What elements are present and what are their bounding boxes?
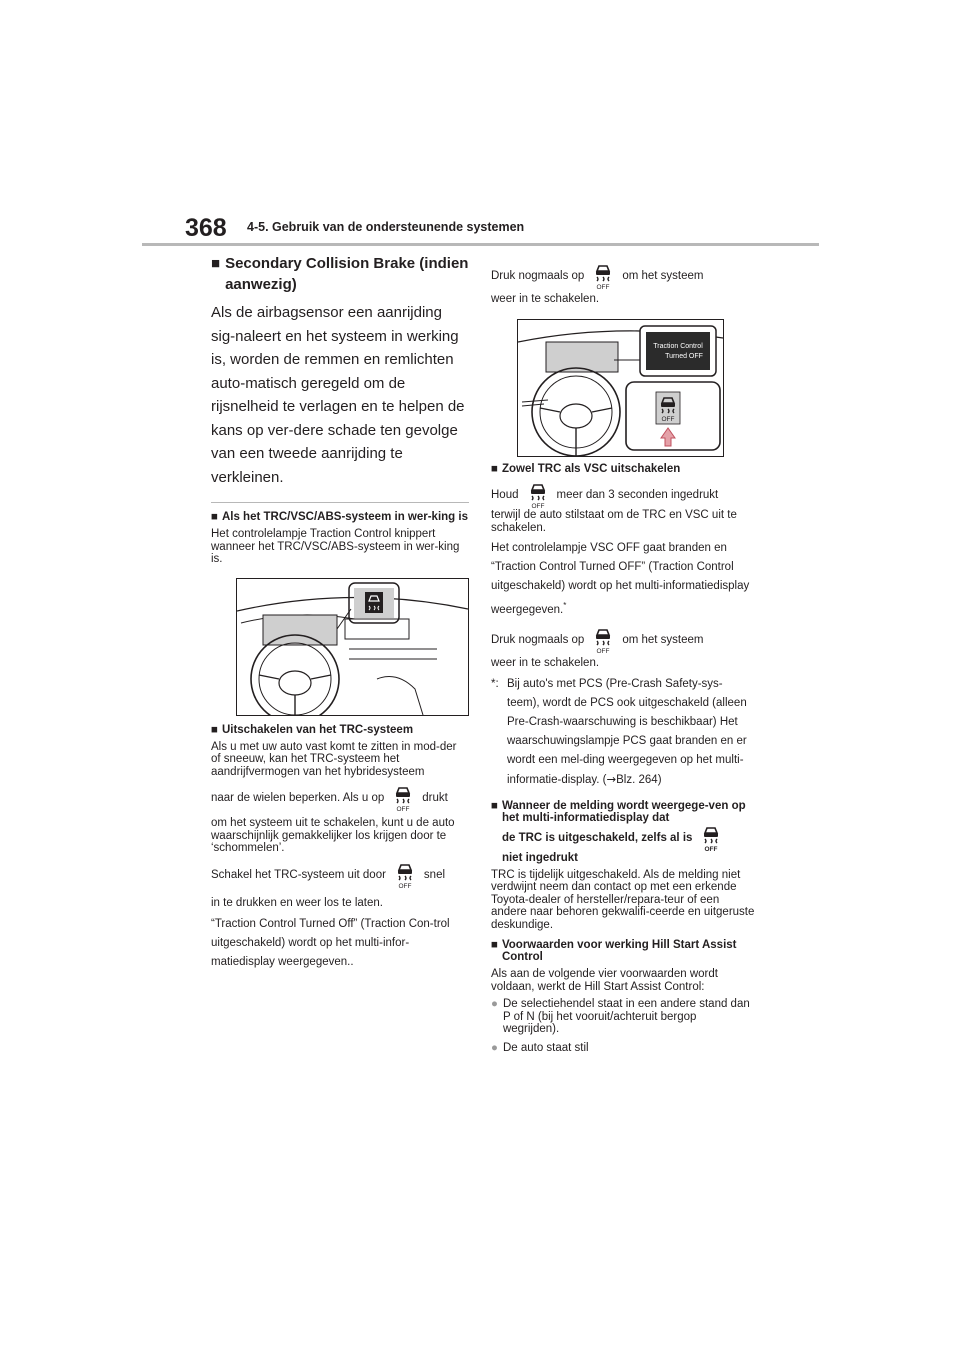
message-heading-body	[502, 800, 755, 864]
trc-off-icon	[525, 481, 551, 509]
footnote-page-ref: Blz. 264)	[616, 773, 662, 786]
vsc-body	[491, 539, 755, 620]
disable-trc-body-2a: naar de wielen beperken. Als u op	[211, 792, 385, 805]
list-item	[491, 1042, 755, 1055]
disable-trc-body-2b: drukt	[422, 792, 448, 805]
footnote-body	[507, 675, 755, 790]
trc-off-icon	[590, 262, 616, 290]
trc-active-heading	[211, 511, 469, 523]
display-message-line-1: Traction Control	[653, 343, 703, 350]
page-number: 368	[185, 214, 227, 242]
square-bullet-icon: ■	[491, 463, 498, 475]
hsa-heading-text: Voorwaarden voor werking Hill Start Assist Control	[501, 939, 737, 964]
section-divider	[211, 502, 469, 503]
footnote-text: Bij auto's met PCS (Pre-Crash Safety-sys-teem), wordt de PCS ook uitgeschakeld (alleen Pre-Crash-waarschuwing is beschikbaar) Het waarschuwingslampje PCS gaat branden en er wordt een mel-ding weergegeven op het multi-informatie-display. (	[507, 677, 747, 786]
hold-line	[491, 481, 755, 509]
disable-trc-body-2	[211, 784, 469, 812]
message-heading-a: Wanneer de melding wordt weergege-ven op het multi-informatiedisplay dat	[501, 799, 746, 824]
press-again2-b: om het systeem	[622, 633, 704, 646]
disable-trc-body-3: om het systeem uit te schakelen, kunt u de auto waarschijnlijk gemakkelijker los krijgen door te ‘schommelen’.	[211, 817, 455, 854]
arrow-icon: →	[606, 771, 617, 786]
square-bullet-icon: ■	[491, 939, 498, 952]
scb-heading	[211, 253, 469, 295]
message-heading-c: niet ingedrukt	[501, 851, 578, 864]
trc-off-icon	[390, 784, 416, 812]
square-bullet-icon: ■	[211, 255, 221, 272]
dashboard-illustration	[236, 578, 469, 716]
message-body: TRC is tijdelijk uitgeschakeld. Als de melding niet verdwijnt neem dan contact op met een erkende Toyota-dealer of hersteller/repara-teur of een andere naar behoren gekwalifi-ceerde en uitgeruste deskundige.	[491, 868, 755, 931]
trc-off-icon	[392, 861, 418, 889]
disable-trc-heading	[211, 724, 469, 736]
disable-trc-body-4b: snel	[423, 868, 446, 881]
trc-off-icon	[590, 626, 616, 654]
hold-a: Houd	[491, 489, 519, 502]
disable-trc-body-1: Als u met uw auto vast komt te zitten in mod-der of sneeuw, kan het TRC-systeem het aandrijfvermogen van het hybridesysteem	[211, 740, 457, 778]
footnote-mark: *:	[491, 677, 499, 690]
press-again-c: weer in te schakelen.	[491, 293, 600, 305]
press-again2-c: weer in te schakelen.	[491, 656, 600, 669]
disable-trc-body-6: “Traction Control Turned Off” (Traction Con-trol uitgeschakeld) wordt op het multi-infor-matiedisplay weergegeven..	[211, 917, 450, 968]
header-rule	[142, 243, 819, 246]
square-bullet-icon: ■	[211, 723, 218, 736]
trc-active-heading-text: Als het TRC/VSC/ABS-systeem in wer-king is	[221, 511, 468, 523]
both-off-heading	[491, 463, 755, 475]
press-again2-a: Druk nogmaals op	[491, 633, 585, 646]
press-again-b: om het systeem	[622, 270, 704, 283]
square-bullet-icon: ■	[491, 799, 498, 812]
vsc-body-text: Het controlelampje VSC OFF gaat branden en “Traction Control Turned OFF” (Traction Control uitgeschakeld) wordt op het multi-informatiedisplay weergegeven.	[491, 542, 750, 616]
dot-bullet-icon: ●	[491, 998, 498, 1011]
disable-trc-body-4	[211, 861, 469, 889]
list-item-text: De selectiehendel staat in een andere stand dan P of N (bij het vooruit/achteruit bergop wegrijden).	[502, 998, 750, 1036]
asterisk-mark: *	[563, 601, 567, 610]
square-bullet-icon: ■	[211, 511, 218, 523]
press-again-a: Druk nogmaals op	[491, 270, 585, 283]
message-heading	[491, 800, 755, 864]
disable-trc-body-4a: Schakel het TRC-systeem uit door	[211, 868, 386, 881]
left-column	[211, 253, 469, 974]
disable-trc-body-5: in te drukken en weer los te laten.	[211, 896, 383, 909]
scb-body: Als de airbagsensor een aanrijding sig-naleert en het systeem in werking is, worden de remmen en remlichten auto-matisch geregeld om de rijsnelheid te verlagen en te helpen de kans op ver-dere schade ten gevolge van een tweede aanrijding te verkleinen.	[211, 304, 465, 486]
footnote	[491, 675, 755, 790]
press-again-line	[491, 262, 755, 290]
hsa-body: Als aan de volgende vier voorwaarden wordt voldaan, werkt de Hill Start Assist Control:	[491, 968, 718, 993]
disable-trc-heading-text: Uitschakelen van het TRC-systeem	[221, 723, 414, 736]
scb-heading-text: Secondary Collision Brake (indien aanwezig)	[225, 255, 469, 293]
hold-b: meer dan 3 seconden ingedrukt	[556, 489, 719, 502]
hold-c: terwijl de auto stilstaat om de TRC en VSC uit te schakelen.	[491, 509, 737, 534]
message-heading-b: de TRC is uitgeschakeld, zelfs al is	[501, 831, 693, 844]
both-off-heading-text: Zowel TRC als VSC uitschakelen	[501, 463, 681, 475]
list-item-text: De auto staat stil	[502, 1041, 589, 1054]
right-column	[491, 262, 755, 1060]
display-message-line-2: Turned OFF	[665, 353, 703, 360]
trc-off-icon	[698, 824, 724, 852]
section-title: 4-5. Gebruik van de ondersteunende systemen	[247, 220, 525, 234]
press-again2-line	[491, 626, 755, 654]
hsa-heading	[491, 939, 755, 963]
trc-active-body: Het controlelampje Traction Control knippert wanneer het TRC/VSC/ABS-systeem in wer-king is.	[211, 528, 460, 565]
dot-bullet-icon: ●	[491, 1041, 498, 1054]
trc-off-display-illustration	[517, 319, 724, 457]
list-item	[491, 998, 755, 1036]
